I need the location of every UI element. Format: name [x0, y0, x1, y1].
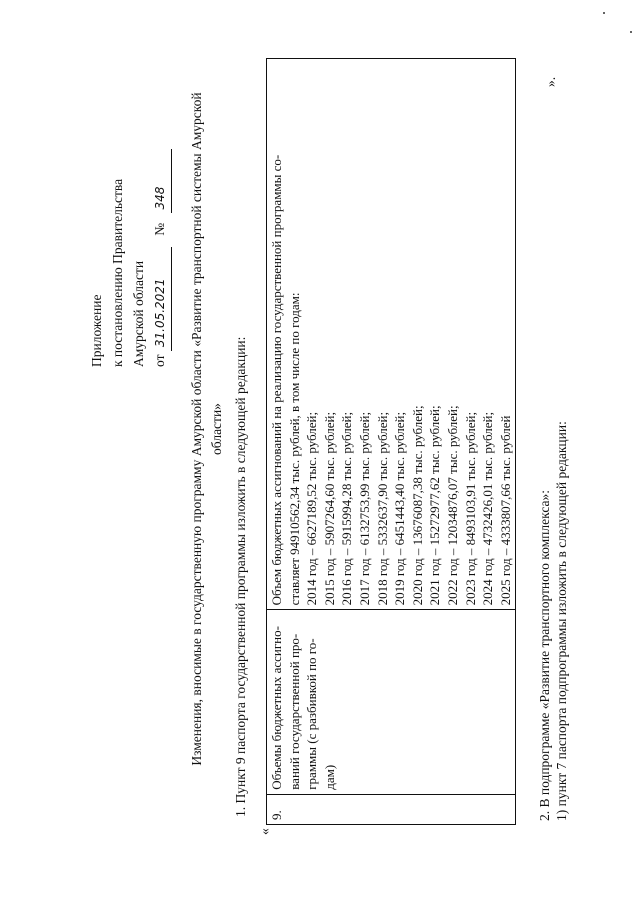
appendix-block — [86, 150, 172, 368]
label-line: ваний государственной про- — [286, 633, 302, 790]
value-line: 2024 год – 4732426,01 тыс. рублей; — [480, 411, 496, 606]
appendix-region: Амурской области — [131, 260, 146, 367]
close-quote: ». — [543, 76, 558, 87]
row-label — [267, 610, 516, 794]
appendix-date-line — [149, 150, 172, 368]
passport-table — [266, 58, 516, 825]
table-row — [267, 59, 516, 825]
row-value — [267, 59, 516, 610]
value-line: 2022 год – 12034876,07 тыс. рублей; — [444, 405, 460, 606]
heading-line-1: Изменения, вносимые в государственную программу Амурской области «Развитие транспортной системы Амурской — [189, 92, 204, 766]
value-line: ставляет 94910562,34 тыс. рублей, в том числе по годам: — [286, 292, 302, 606]
value-line: 2017 год – 6132753,99 тыс. рублей; — [356, 411, 372, 606]
scan-speck — [603, 12, 605, 14]
document-heading — [187, 49, 227, 809]
value-line: 2021 год – 15272977,62 тыс. рублей; — [427, 405, 443, 606]
heading-line-2: области» — [209, 403, 224, 455]
appendix-title: Приложение — [89, 294, 104, 367]
appendix-decree: к постановлению Правительства — [110, 178, 125, 367]
open-quote: « — [257, 828, 272, 835]
value-line: 2016 год – 5915994,28 тыс. рублей; — [339, 411, 355, 606]
number-signature: 348 — [150, 150, 172, 214]
value-line: 2023 год – 8493103,91 тыс. рублей; — [462, 411, 478, 606]
label-line: граммы (с разбивкой по го- — [304, 638, 320, 790]
value-line: 2019 год – 6451443,40 тыс. рублей; — [392, 411, 408, 606]
value-line: 2015 год – 5907264,60 тыс. рублей; — [321, 411, 337, 606]
label-line: дам) — [321, 764, 337, 790]
date-prefix: от — [152, 354, 167, 367]
value-line: 2014 год – 6627189,52 тыс. рублей; — [304, 411, 320, 606]
row-number: 9. — [267, 794, 516, 824]
item-1-text: 1. Пункт 9 паспорта государственной программы изложить в следующей редакции: — [233, 336, 248, 817]
scan-speck — [630, 31, 632, 33]
item-2-line-2: 1) пункт 7 паспорта подпрограммы изложить в следующей редакции: — [554, 421, 569, 821]
label-line: Объемы бюджетных ассигно- — [269, 626, 284, 790]
value-line: 2018 год – 5332637,90 тыс. рублей; — [374, 411, 390, 606]
value-line: 2025 год – 4333807,66 тыс. рублей — [497, 415, 513, 606]
value-line: 2020 год – 13676087,38 тыс. рублей; — [409, 405, 425, 606]
number-sign: № — [152, 222, 167, 236]
date-signature: 31.05.2021 — [150, 247, 172, 351]
item-2-line-1: 2. В подпрограмме «Развитие транспортного комплекса»: — [537, 490, 552, 821]
value-line: Объем бюджетных ассигнований на реализацию государственной программы со- — [269, 154, 284, 606]
